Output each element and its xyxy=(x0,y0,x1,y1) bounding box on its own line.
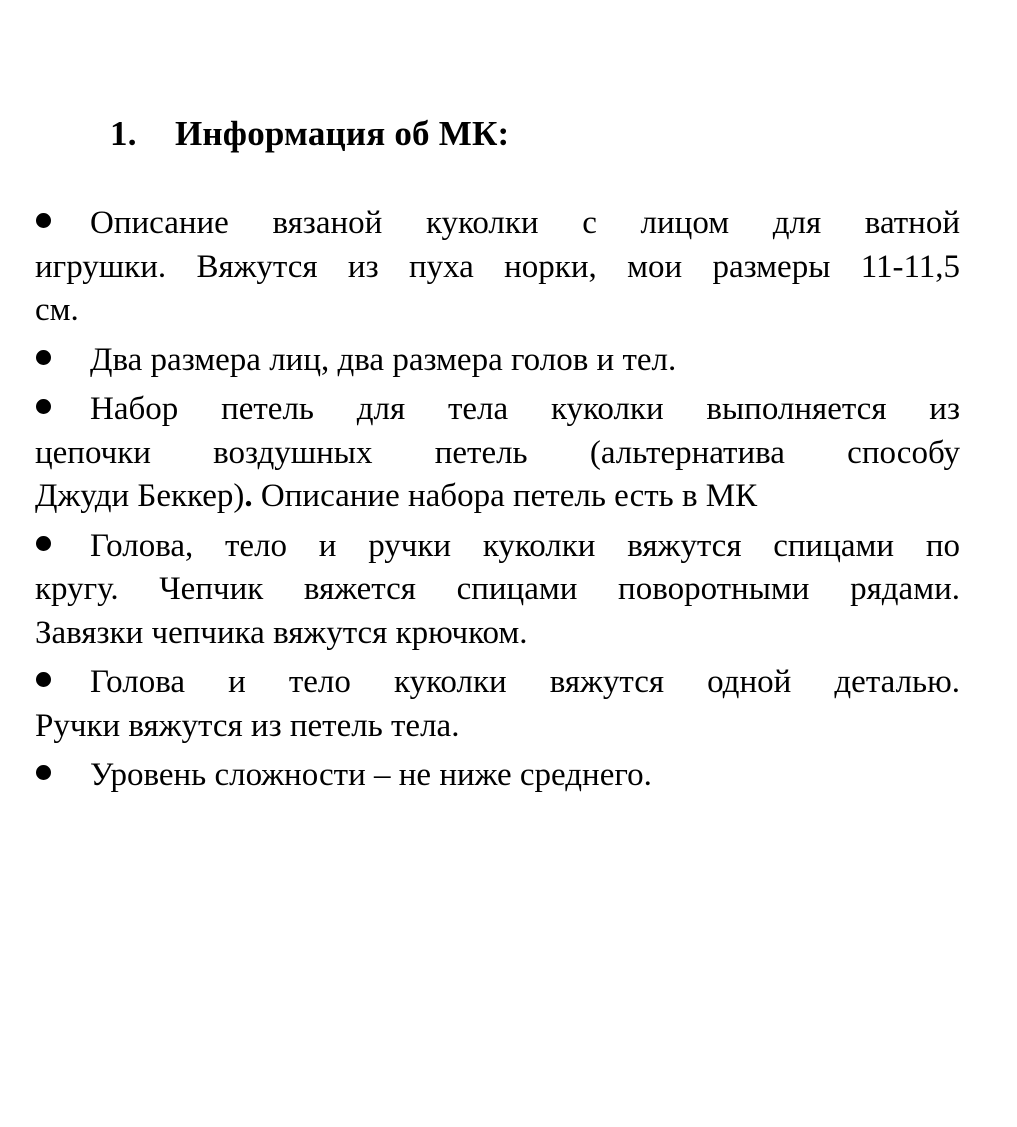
list-item-line xyxy=(35,475,960,519)
bullet-icon xyxy=(36,399,51,414)
list-item-line: см. xyxy=(35,292,79,328)
bold-period: . xyxy=(244,478,253,514)
list-item-line: цепочки воздушных петель (альтернатива способу xyxy=(35,434,960,471)
bullet-icon xyxy=(36,350,51,365)
bullet-icon xyxy=(36,213,51,228)
section-heading xyxy=(110,111,960,156)
list-item-line: Голова и тело куколки вяжутся одной деталью. xyxy=(90,664,960,700)
heading-number: 1. xyxy=(110,114,137,153)
list-item xyxy=(35,388,960,519)
list-item xyxy=(35,525,960,656)
list-item-line-segment: Джуди Беккер) xyxy=(35,478,245,514)
list-item-line: Описание вязаной куколки с лицом для ватной xyxy=(90,205,960,241)
bullet-icon xyxy=(36,672,51,687)
list-item-line: Уровень сложности – не ниже среднего. xyxy=(90,757,652,793)
list-item xyxy=(35,202,960,333)
list-item-line: Завязки чепчика вяжутся крючком. xyxy=(35,614,528,651)
bullet-icon xyxy=(36,765,51,780)
list-item-line: Два размера лиц, два размера голов и тел. xyxy=(90,341,677,378)
list-item xyxy=(35,661,960,748)
list-item-line: Набор петель для тела куколки выполняется из xyxy=(90,391,960,427)
list-item xyxy=(35,754,960,798)
document-page xyxy=(0,111,1017,1127)
list-item-line: Ручки вяжутся из петель тела. xyxy=(35,707,460,744)
list-item-line: кругу. Чепчик вяжется спицами поворотными рядами. xyxy=(35,571,960,607)
heading-text: Информация об МК: xyxy=(175,114,510,153)
bullet-list xyxy=(35,202,960,798)
list-item xyxy=(35,339,960,383)
list-item-line-segment: Описание набора петель есть в МК xyxy=(252,478,758,514)
list-item-line: Голова, тело и ручки куколки вяжутся спицами по xyxy=(90,527,960,564)
bullet-icon xyxy=(36,536,51,551)
list-item-line: игрушки. Вяжутся из пуха норки, мои размеры 11-11,5 xyxy=(35,248,960,285)
